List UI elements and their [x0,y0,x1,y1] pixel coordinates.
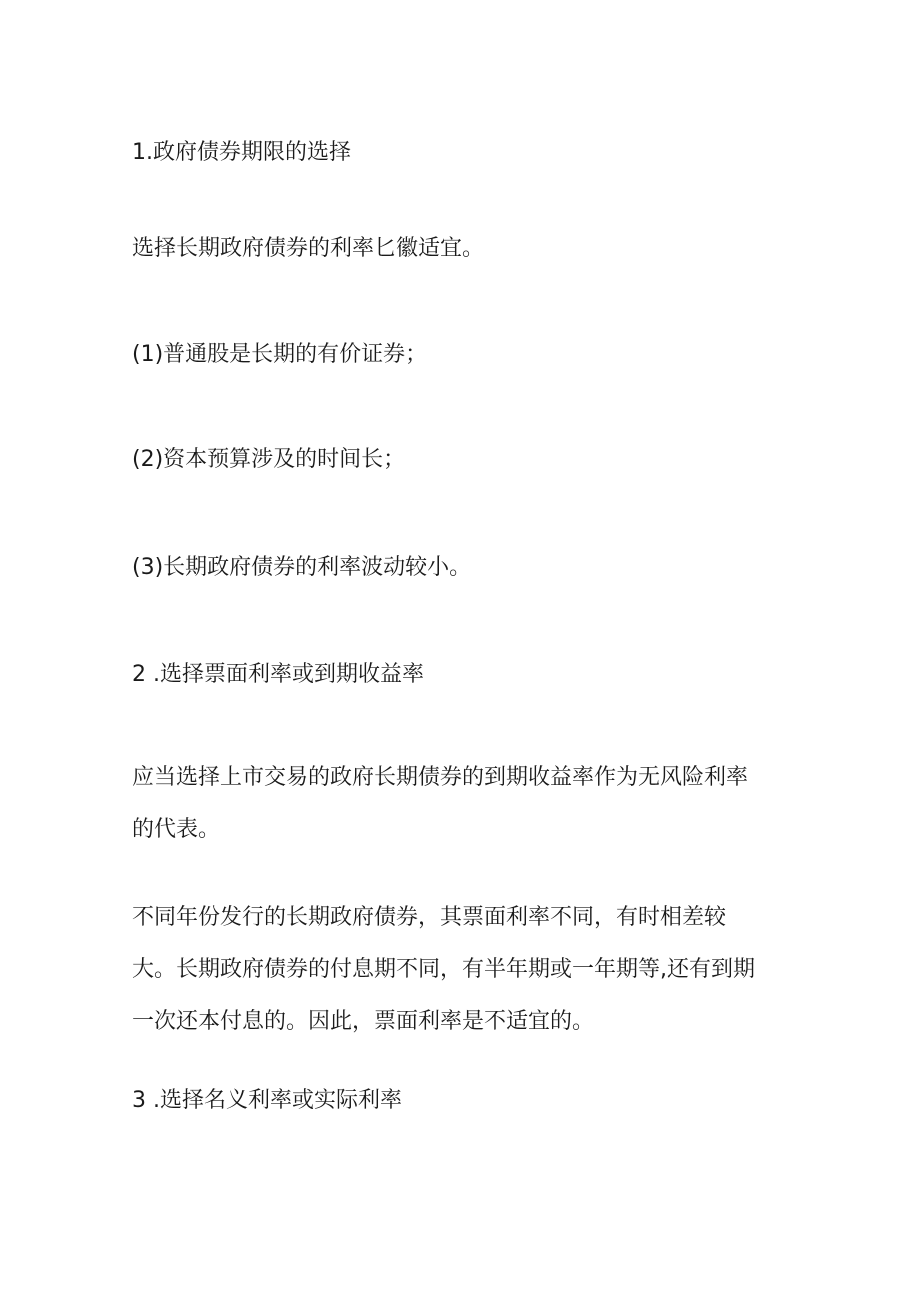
section-heading-1: 1.政府债券期限的选择 [132,140,351,165]
list-item-1: (1)普通股是长期的有价证券； [132,342,428,367]
list-item-2: (2)资本预算涉及的时间长； [132,447,406,472]
section-heading-2: 2 .选择票面利率或到期收益率 [132,662,424,687]
section-heading-3: 3 .选择名义利率或实际利率 [132,1088,402,1113]
list-item-3: (3)长期政府债券的利率波动较小。 [132,555,472,580]
paragraph-1: 选择长期政府债券的利率匕徽适宜。 [132,236,485,261]
paragraph-3-line-3: 一次还本付息的。因此，票面利率是不适宜的。 [132,1009,595,1034]
paragraph-2-line-2: 的代表。 [132,817,221,842]
paragraph-2-line-1: 应当选择上市交易的政府长期债券的到期收益率作为无风险利率 [132,765,749,790]
paragraph-3 [132,892,792,1048]
paragraph-2 [132,752,792,856]
paragraph-3-line-1: 不同年份发行的长期政府债券，其票面利率不同，有时相差较 [132,905,727,930]
paragraph-3-line-2: 大。长期政府债券的付息期不同，有半年期或一年期等,还有到期 [132,957,755,982]
